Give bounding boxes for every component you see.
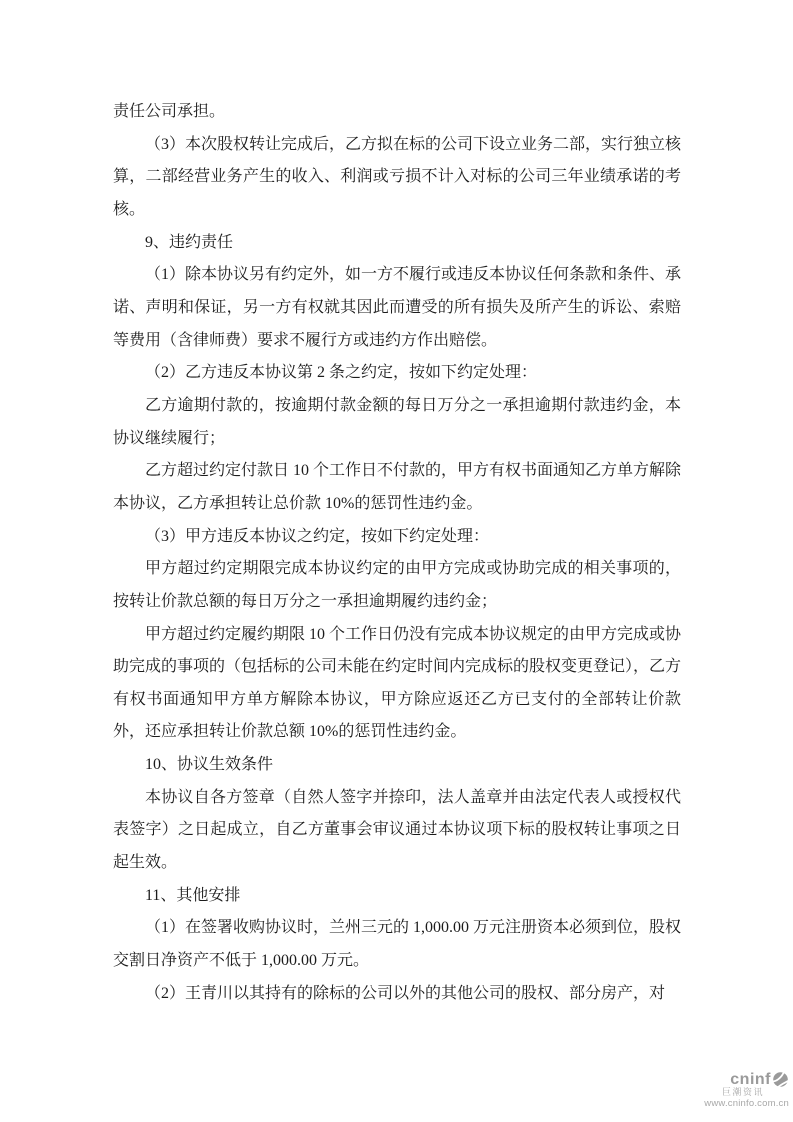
cninfo-logo-row [693, 1071, 789, 1088]
cninfo-wordmark: cninf [730, 1070, 771, 1088]
cninfo-globe-icon [772, 1071, 789, 1088]
section-heading-9: 9、违约责任 [145, 233, 234, 251]
doc-paragraph-clause: （2）乙方违反本协议第 2 条之约定，按如下约定处理： [145, 364, 538, 382]
doc-paragraph-clause: （2）王青川以其持有的除标的公司以外的其他公司的股权、部分房产，对 [145, 984, 666, 1002]
doc-paragraph-clause: （1）在签署收购协议时，兰州三元的 1,000.00 万元注册资本必须到位，股权交割日净资产不低于 1,000.00 万元。 [113, 919, 682, 970]
cninfo-url: www.cninfo.com.cn [704, 1098, 789, 1109]
doc-paragraph-clause: 甲方超过约定履约期限 10 个工作日仍没有完成本协议规定的由甲方完成或协助完成的事项的（包括标的公司未能在约定时间内完成标的股权变更登记），乙方有权书面通知甲方单方解除本协议，甲方除应返还乙方已支付的全部转让价款外，还应承担转让价款总额 10%的惩罚性违约金。 [113, 625, 682, 741]
section-heading-11: 11、其他安排 [145, 886, 241, 904]
cninfo-chinese-label: 巨潮资讯 [721, 1087, 764, 1097]
doc-paragraph-clause: 乙方超过约定付款日 10 个工作日不付款的，甲方有权书面通知乙方单方解除本协议，乙方承担转让总价款 10%的惩罚性违约金。 [113, 462, 682, 512]
doc-paragraph-clause: 甲方超过约定期限完成本协议约定的由甲方完成或协助完成的相关事项的，按转让价款总额的每日万分之一承担逾期履约违约金； [113, 560, 681, 610]
doc-paragraph-clause: 本协议自各方签章（自然人签字并捺印，法人盖章并由法定代表人或授权代表签字）之日起成立，自乙方董事会审议通过本协议项下标的股权转让事项之日起生效。 [113, 788, 681, 872]
doc-paragraph-continuation: 责任公司承担。 [113, 103, 226, 120]
doc-paragraph-clause: （3）甲方违反本协议之约定，按如下约定处理： [145, 527, 490, 545]
doc-paragraph-clause: （3）本次股权转让完成后，乙方拟在标的公司下设立业务二部，实行独立核算，二部经营业务产生的收入、利润或亏损不计入对标的公司三年业绩承诺的考核。 [113, 135, 682, 218]
section-heading-10: 10、协议生效条件 [145, 756, 274, 774]
doc-paragraph-clause: 乙方逾期付款的，按逾期付款金额的每日万分之一承担逾期付款违约金，本协议继续履行； [113, 396, 681, 447]
cninfo-watermark [693, 1071, 789, 1110]
doc-paragraph-clause: （1）除本协议另有约定外，如一方不履行或违反本协议任何条款和条件、承诺、声明和保证，另一方有权就其因此而遭受的所有损失及所产生的诉讼、索赔等费用（含律师费）要求不履行方或违约方作出赔偿。 [113, 266, 682, 349]
contract-text-body [113, 96, 681, 1010]
